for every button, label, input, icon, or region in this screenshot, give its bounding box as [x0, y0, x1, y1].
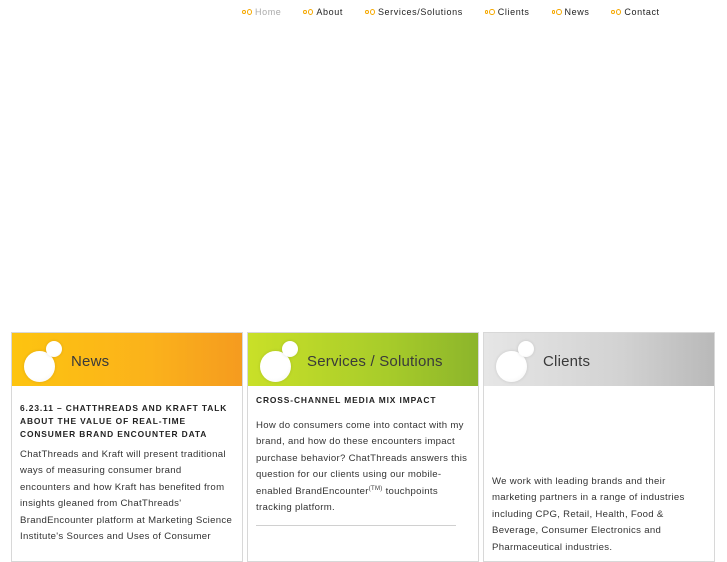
services-panel-title: Services / Solutions	[307, 353, 443, 370]
nav-item-contact[interactable]	[611, 7, 659, 17]
news-body-text: ChatThreads and Kraft will present traditional ways of measuring consumer brand encounters and how Kraft has benefited from insights gleaned from ChatThreads' BrandEncounter platform at Marketing Science Institute's Sources and Uses of Consumer	[20, 449, 233, 543]
trademark-mark: (TM)	[368, 485, 383, 492]
services-headline-link[interactable]: CROSS-CHANNEL MEDIA MIX IMPACT	[256, 395, 437, 405]
services-body-text-main: How do consumers come into contact with my brand, and how do these encounters impact purchase behavior? ChatThreads answers this question for our clients using our mobile-enabled BrandEncounter	[256, 420, 468, 497]
services-body-text	[256, 418, 470, 516]
services-body-text-end: touchpoints tracking platform.	[256, 485, 438, 514]
bullet-icon	[485, 8, 495, 16]
clients-panel-header[interactable]	[484, 333, 714, 386]
bullet-icon	[365, 8, 375, 16]
nav-label: News	[564, 7, 590, 17]
news-panel-title: News	[71, 353, 110, 370]
news-headline-link[interactable]: 6.23.11 – CHATTHREADS AND KRAFT TALK ABOUT THE VALUE OF REAL-TIME CONSUMER BRAND ENCOUNTER DATA	[20, 403, 228, 439]
nav-item-clients[interactable]	[485, 7, 530, 17]
nav-label: About	[316, 7, 343, 17]
nav-label: Home	[255, 7, 282, 17]
nav-item-home[interactable]	[242, 7, 281, 17]
nav-label: Services/Solutions	[377, 7, 463, 17]
services-panel-header[interactable]	[248, 333, 478, 386]
bubble-logo-icon	[24, 339, 66, 381]
clients-body-text: We work with leading brands and their marketing partners in a range of industries including CPG, Retail, Health, Food & Beverage, Consumer Electronics and Pharmaceutical industries.	[492, 476, 685, 553]
nav-label: Contact	[624, 7, 660, 17]
bubble-logo-icon	[496, 339, 538, 381]
nav-item-services[interactable]	[365, 7, 463, 17]
bullet-icon	[303, 8, 313, 16]
bubble-logo-icon	[260, 339, 302, 381]
services-panel	[247, 332, 479, 562]
clients-panel	[483, 332, 715, 562]
nav-item-news[interactable]	[552, 7, 590, 17]
divider	[256, 525, 456, 527]
bullet-icon	[552, 8, 562, 16]
news-panel-header[interactable]	[12, 333, 242, 386]
top-nav	[242, 7, 727, 17]
bullet-icon	[611, 8, 621, 16]
nav-item-about[interactable]	[303, 7, 343, 17]
bullet-icon	[242, 8, 252, 16]
news-panel	[11, 332, 243, 562]
clients-panel-title: Clients	[543, 353, 591, 370]
clients-panel-body	[484, 386, 714, 556]
services-panel-body	[248, 386, 478, 527]
nav-label: Clients	[497, 7, 530, 17]
news-panel-body	[12, 386, 242, 545]
